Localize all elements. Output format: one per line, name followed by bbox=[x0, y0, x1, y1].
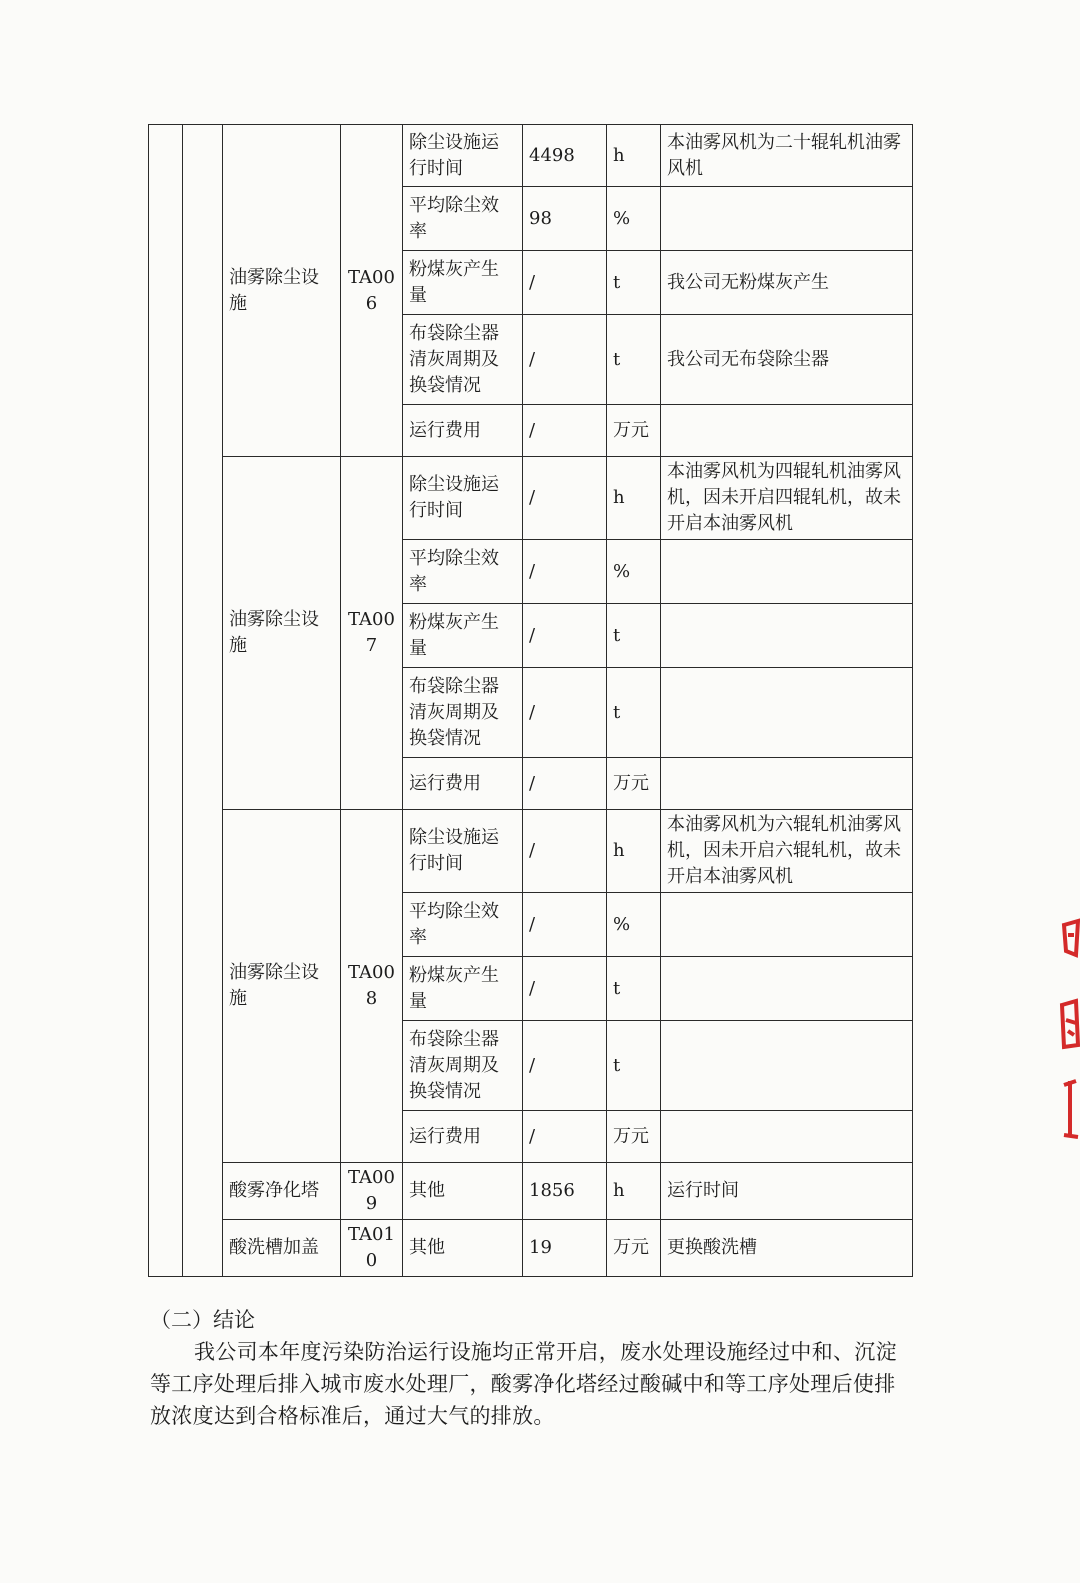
facility-code-cell: TA010 bbox=[341, 1220, 403, 1277]
unit-cell: h bbox=[607, 1163, 661, 1220]
facility-code-cell: TA008 bbox=[341, 810, 403, 1163]
item-cell: 运行费用 bbox=[403, 1111, 523, 1163]
facility-code-cell: TA006 bbox=[341, 125, 403, 457]
unit-cell: 万元 bbox=[607, 1111, 661, 1163]
value-cell: 4498 bbox=[523, 125, 607, 187]
unit-cell: t bbox=[607, 1021, 661, 1111]
note-cell: 我公司无布袋除尘器 bbox=[661, 315, 913, 405]
item-cell: 粉煤灰产生量 bbox=[403, 604, 523, 668]
note-cell: 运行时间 bbox=[661, 1163, 913, 1220]
item-cell: 布袋除尘器清灰周期及换袋情况 bbox=[403, 668, 523, 758]
item-cell: 除尘设施运行时间 bbox=[403, 810, 523, 893]
item-cell: 平均除尘效率 bbox=[403, 540, 523, 604]
note-cell bbox=[661, 604, 913, 668]
value-cell: / bbox=[523, 1111, 607, 1163]
conclusion-section bbox=[150, 1304, 910, 1432]
item-cell: 除尘设施运行时间 bbox=[403, 125, 523, 187]
facility-operation-table bbox=[148, 124, 913, 1277]
unit-cell: h bbox=[607, 810, 661, 893]
conclusion-heading: （二）结论 bbox=[150, 1308, 255, 1332]
note-cell bbox=[661, 668, 913, 758]
value-cell: 19 bbox=[523, 1220, 607, 1277]
value-cell: / bbox=[523, 957, 607, 1021]
value-cell: / bbox=[523, 810, 607, 893]
note-cell: 本油雾风机为六辊轧机油雾风机，因未开启六辊轧机，故未开启本油雾风机 bbox=[661, 810, 913, 893]
table-row bbox=[149, 1163, 913, 1220]
unit-cell: 万元 bbox=[607, 758, 661, 810]
note-cell bbox=[661, 1021, 913, 1111]
note-cell: 本油雾风机为四辊轧机油雾风机，因未开启四辊轧机，故未开启本油雾风机 bbox=[661, 457, 913, 540]
table-row bbox=[149, 457, 913, 540]
facility-name-cell: 酸雾净化塔 bbox=[223, 1163, 341, 1220]
note-cell bbox=[661, 957, 913, 1021]
red-seal-stamp bbox=[1058, 905, 1080, 1145]
facility-code-cell: TA007 bbox=[341, 457, 403, 810]
value-cell: / bbox=[523, 540, 607, 604]
value-cell: / bbox=[523, 457, 607, 540]
unit-cell: % bbox=[607, 187, 661, 251]
value-cell: / bbox=[523, 668, 607, 758]
note-cell bbox=[661, 1111, 913, 1163]
note-cell: 本油雾风机为二十辊轧机油雾风机 bbox=[661, 125, 913, 187]
facility-name-cell: 油雾除尘设施 bbox=[223, 457, 341, 810]
unit-cell: 万元 bbox=[607, 1220, 661, 1277]
value-cell: / bbox=[523, 1021, 607, 1111]
value-cell: / bbox=[523, 604, 607, 668]
value-cell: / bbox=[523, 758, 607, 810]
conclusion-body: 我公司本年度污染防治运行设施均正常开启，废水处理设施经过中和、沉淀等工序处理后排入城市废水处理厂，酸雾净化塔经过酸碱中和等工序处理后使排放浓度达到合格标准后，通过大气的排放。 bbox=[150, 1340, 897, 1428]
value-cell: / bbox=[523, 893, 607, 957]
table-row bbox=[149, 125, 913, 187]
item-cell: 其他 bbox=[403, 1163, 523, 1220]
item-cell: 布袋除尘器清灰周期及换袋情况 bbox=[403, 1021, 523, 1111]
unit-cell: t bbox=[607, 251, 661, 315]
blank-cell bbox=[183, 125, 223, 1277]
item-cell: 其他 bbox=[403, 1220, 523, 1277]
item-cell: 运行费用 bbox=[403, 758, 523, 810]
unit-cell: h bbox=[607, 457, 661, 540]
note-cell bbox=[661, 893, 913, 957]
unit-cell: t bbox=[607, 315, 661, 405]
item-cell: 粉煤灰产生量 bbox=[403, 957, 523, 1021]
unit-cell: h bbox=[607, 125, 661, 187]
facility-code-cell: TA009 bbox=[341, 1163, 403, 1220]
unit-cell: % bbox=[607, 540, 661, 604]
note-cell bbox=[661, 540, 913, 604]
item-cell: 运行费用 bbox=[403, 405, 523, 457]
note-cell: 更换酸洗槽 bbox=[661, 1220, 913, 1277]
item-cell: 布袋除尘器清灰周期及换袋情况 bbox=[403, 315, 523, 405]
item-cell: 粉煤灰产生量 bbox=[403, 251, 523, 315]
value-cell: / bbox=[523, 251, 607, 315]
value-cell: / bbox=[523, 315, 607, 405]
note-cell: 我公司无粉煤灰产生 bbox=[661, 251, 913, 315]
note-cell bbox=[661, 405, 913, 457]
facility-name-cell: 酸洗槽加盖 bbox=[223, 1220, 341, 1277]
unit-cell: t bbox=[607, 957, 661, 1021]
unit-cell: % bbox=[607, 893, 661, 957]
unit-cell: t bbox=[607, 668, 661, 758]
item-cell: 平均除尘效率 bbox=[403, 893, 523, 957]
value-cell: 1856 bbox=[523, 1163, 607, 1220]
blank-cell bbox=[149, 125, 183, 1277]
note-cell bbox=[661, 187, 913, 251]
value-cell: 98 bbox=[523, 187, 607, 251]
note-cell bbox=[661, 758, 913, 810]
unit-cell: 万元 bbox=[607, 405, 661, 457]
unit-cell: t bbox=[607, 604, 661, 668]
table-row bbox=[149, 1220, 913, 1277]
item-cell: 除尘设施运行时间 bbox=[403, 457, 523, 540]
facility-name-cell: 油雾除尘设施 bbox=[223, 810, 341, 1163]
table-row bbox=[149, 810, 913, 893]
facility-name-cell: 油雾除尘设施 bbox=[223, 125, 341, 457]
item-cell: 平均除尘效率 bbox=[403, 187, 523, 251]
value-cell: / bbox=[523, 405, 607, 457]
